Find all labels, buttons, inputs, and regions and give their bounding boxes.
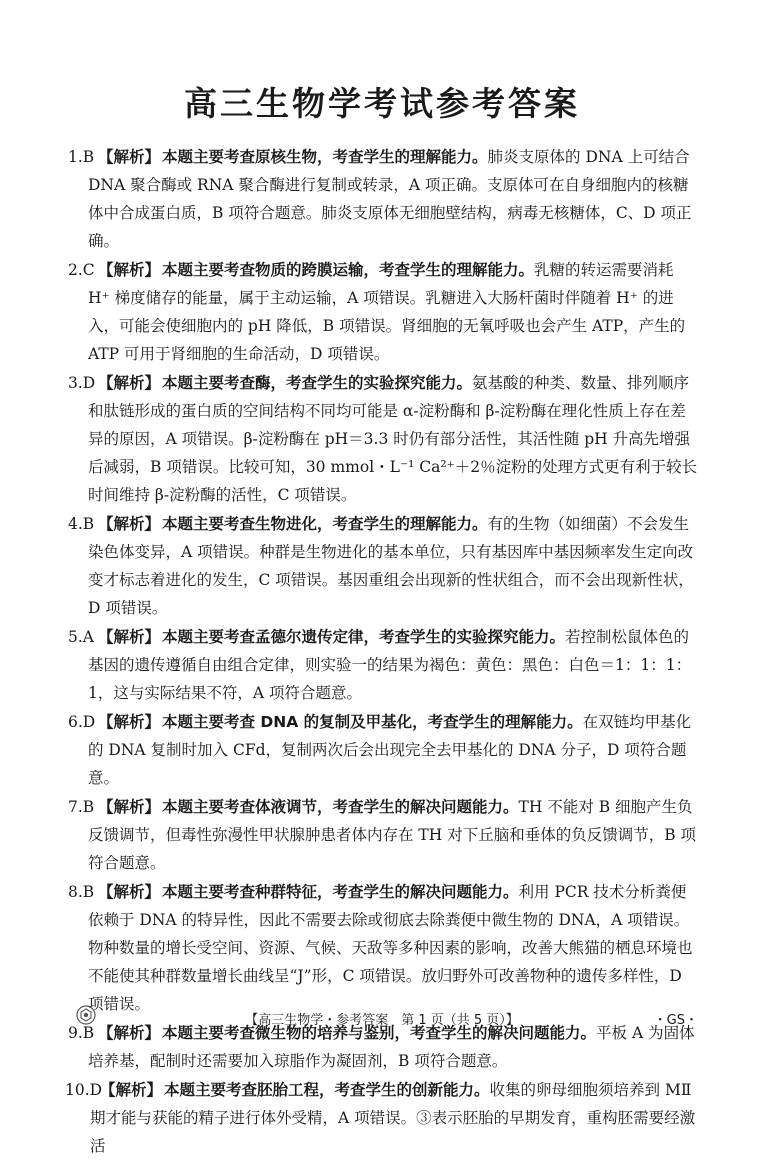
item-number: 10. bbox=[65, 1081, 90, 1099]
analysis-tag: 【解析】 bbox=[98, 713, 161, 731]
answer-item-4 bbox=[68, 510, 698, 622]
item-number: 8. bbox=[68, 883, 83, 901]
item-answer: C bbox=[82, 261, 95, 279]
item-number: 5. bbox=[68, 628, 83, 646]
item-lead: 本题主要考查体液调节，考查学生的解决问题能力。 bbox=[162, 798, 519, 816]
page-title: 高三生物学考试参考答案 bbox=[184, 84, 580, 123]
answer-item-5 bbox=[68, 623, 698, 707]
analysis-tag: 【解析】 bbox=[98, 261, 161, 279]
item-text: 若控制松鼠体色的基因的遗传遵循自由组合定律，则实验一的结果为褐色：黄色：黑色：白色＝1：1：1：1，这与实际结果不符，A 项符合题意。 bbox=[88, 628, 692, 702]
item-text: 肺炎支原体的 DNA 上可结合 DNA 聚合酶或 RNA 聚合酶进行复制或转录，A 项正确。支原体可在自身细胞内的核糖体中合成蛋白质，B 项符合题意。肺炎支原体无细胞壁结构，病毒无核糖体，C、D 项正确。 bbox=[88, 148, 692, 250]
item-number: 4. bbox=[68, 515, 83, 533]
item-lead: 本题主要考查 DNA 的复制及甲基化，考查学生的理解能力。 bbox=[162, 713, 583, 731]
item-lead: 本题主要考查微生物的培养与鉴别，考查学生的解决问题能力。 bbox=[162, 1024, 597, 1042]
analysis-tag: 【解析】 bbox=[98, 374, 161, 392]
analysis-tag: 【解析】 bbox=[98, 148, 161, 166]
answer-item-1 bbox=[68, 143, 698, 255]
item-lead: 本题主要考查原核生物，考查学生的理解能力。 bbox=[162, 148, 488, 166]
item-text: 乳糖的转运需要消耗 H⁺ 梯度储存的能量，属于主动运输，A 项错误。乳糖进入大肠杆菌时伴随着 H⁺ 的进入，可能会使细胞内的 pH 降低，B 项错误。肾细胞的无氧呼吸也会产生 ATP，产生的 ATP 可用于肾细胞的生命活动，D 项错误。 bbox=[88, 261, 686, 363]
item-answer: D bbox=[89, 1081, 103, 1099]
item-lead: 本题主要考查生物进化，考查学生的理解能力。 bbox=[162, 515, 488, 533]
item-text: TH 不能对 B 细胞产生负反馈调节，但毒性弥漫性甲状腺肿患者体内存在 TH 对下丘脑和垂体的负反馈调节，B 项符合题意。 bbox=[88, 798, 697, 872]
item-lead: 本题主要考查种群特征，考查学生的解决问题能力。 bbox=[162, 883, 519, 901]
analysis-tag: 【解析】 bbox=[98, 515, 161, 533]
page-footer: 【高三生物学・参考答案 第 1 页（共 5 页）】 bbox=[245, 1013, 519, 1028]
item-number: 3. bbox=[68, 374, 83, 392]
answer-item-3 bbox=[68, 369, 698, 509]
answer-item-10 bbox=[65, 1076, 698, 1160]
item-answer: B bbox=[82, 883, 95, 901]
item-answer: B bbox=[82, 515, 95, 533]
analysis-tag: 【解析】 bbox=[98, 1024, 161, 1042]
analysis-tag: 【解析】 bbox=[100, 1081, 163, 1099]
item-lead: 本题主要考查物质的跨膜运输，考查学生的理解能力。 bbox=[162, 261, 535, 279]
item-text: 在双链均甲基化的 DNA 复制时加入 CFd，复制两次后会出现完全去甲基化的 DNA 分子，D 项符合题意。 bbox=[88, 713, 692, 787]
item-number: 2. bbox=[68, 261, 83, 279]
answer-item-7 bbox=[68, 793, 698, 877]
footer-code: ・GS・ bbox=[653, 1013, 698, 1028]
analysis-tag: 【解析】 bbox=[98, 883, 161, 901]
analysis-tag: 【解析】 bbox=[98, 628, 161, 646]
item-number: 9. bbox=[68, 1024, 83, 1042]
item-number: 1. bbox=[68, 148, 83, 166]
item-text: 利用 PCR 技术分析粪便依赖于 DNA 的特异性，因此不需要去除或彻底去除粪便中微生物的 DNA，A 项错误。物种数量的增长受空间、资源、气候、天敌等多种因素的影响，改善大熊猫的栖息环境也不能使其种群数量增长曲线呈“J”形，C 项错误。放归野外可改善物种的遗传多样性，D 项错误。 bbox=[88, 883, 693, 1013]
item-lead: 本题主要考查孟德尔遗传定律，考查学生的实验探究能力。 bbox=[162, 628, 566, 646]
item-number: 6. bbox=[68, 713, 83, 731]
analysis-tag: 【解析】 bbox=[98, 798, 161, 816]
item-answer: B bbox=[82, 798, 95, 816]
item-answer: D bbox=[82, 374, 96, 392]
item-answer: B bbox=[82, 148, 95, 166]
item-answer: B bbox=[82, 1024, 95, 1042]
item-lead: 本题主要考查酶，考查学生的实验探究能力。 bbox=[162, 374, 473, 392]
answer-item-6 bbox=[68, 708, 698, 792]
item-text: 平板 A 为固体培养基，配制时还需要加入琼脂作为凝固剂，B 项符合题意。 bbox=[88, 1024, 695, 1070]
item-text: 有的生物（如细菌）不会发生染色体变异，A 项错误。种群是生物进化的基本单位，只有基因库中基因频率发生定向改变才标志着进化的发生，C 项错误。基因重组会出现新的性状组合，而不会出现新性状，D 项错误。 bbox=[88, 515, 694, 617]
answer-item-2 bbox=[68, 256, 698, 368]
answer-item-8 bbox=[68, 878, 698, 1018]
item-number: 7. bbox=[68, 798, 83, 816]
item-answer: D bbox=[82, 713, 96, 731]
item-lead: 本题主要考查胚胎工程，考查学生的创新能力。 bbox=[164, 1081, 490, 1099]
item-text: 收集的卵母细胞须培养到 MⅡ 期才能与获能的精子进行体外受精，A 项错误。③表示胚胎的早期发育，重构胚需要经激活 bbox=[90, 1081, 696, 1155]
item-text: 氨基酸的种类、数量、排列顺序和肽链形成的蛋白质的空间结构不同均可能是 α-淀粉酶和 β-淀粉酶在理化性质上存在差异的原因，A 项错误。β-淀粉酶在 pH＝3.3 时仍有部分活性，其活性随 pH 升高先增强后减弱，B 项错误。比较可知，30 mmol・L⁻¹ Ca²⁺＋2％淀粉的处理方式更有利于较长时间维持 β-淀粉酶的活性，C 项错误。 bbox=[88, 374, 698, 504]
item-answer: A bbox=[82, 628, 94, 646]
